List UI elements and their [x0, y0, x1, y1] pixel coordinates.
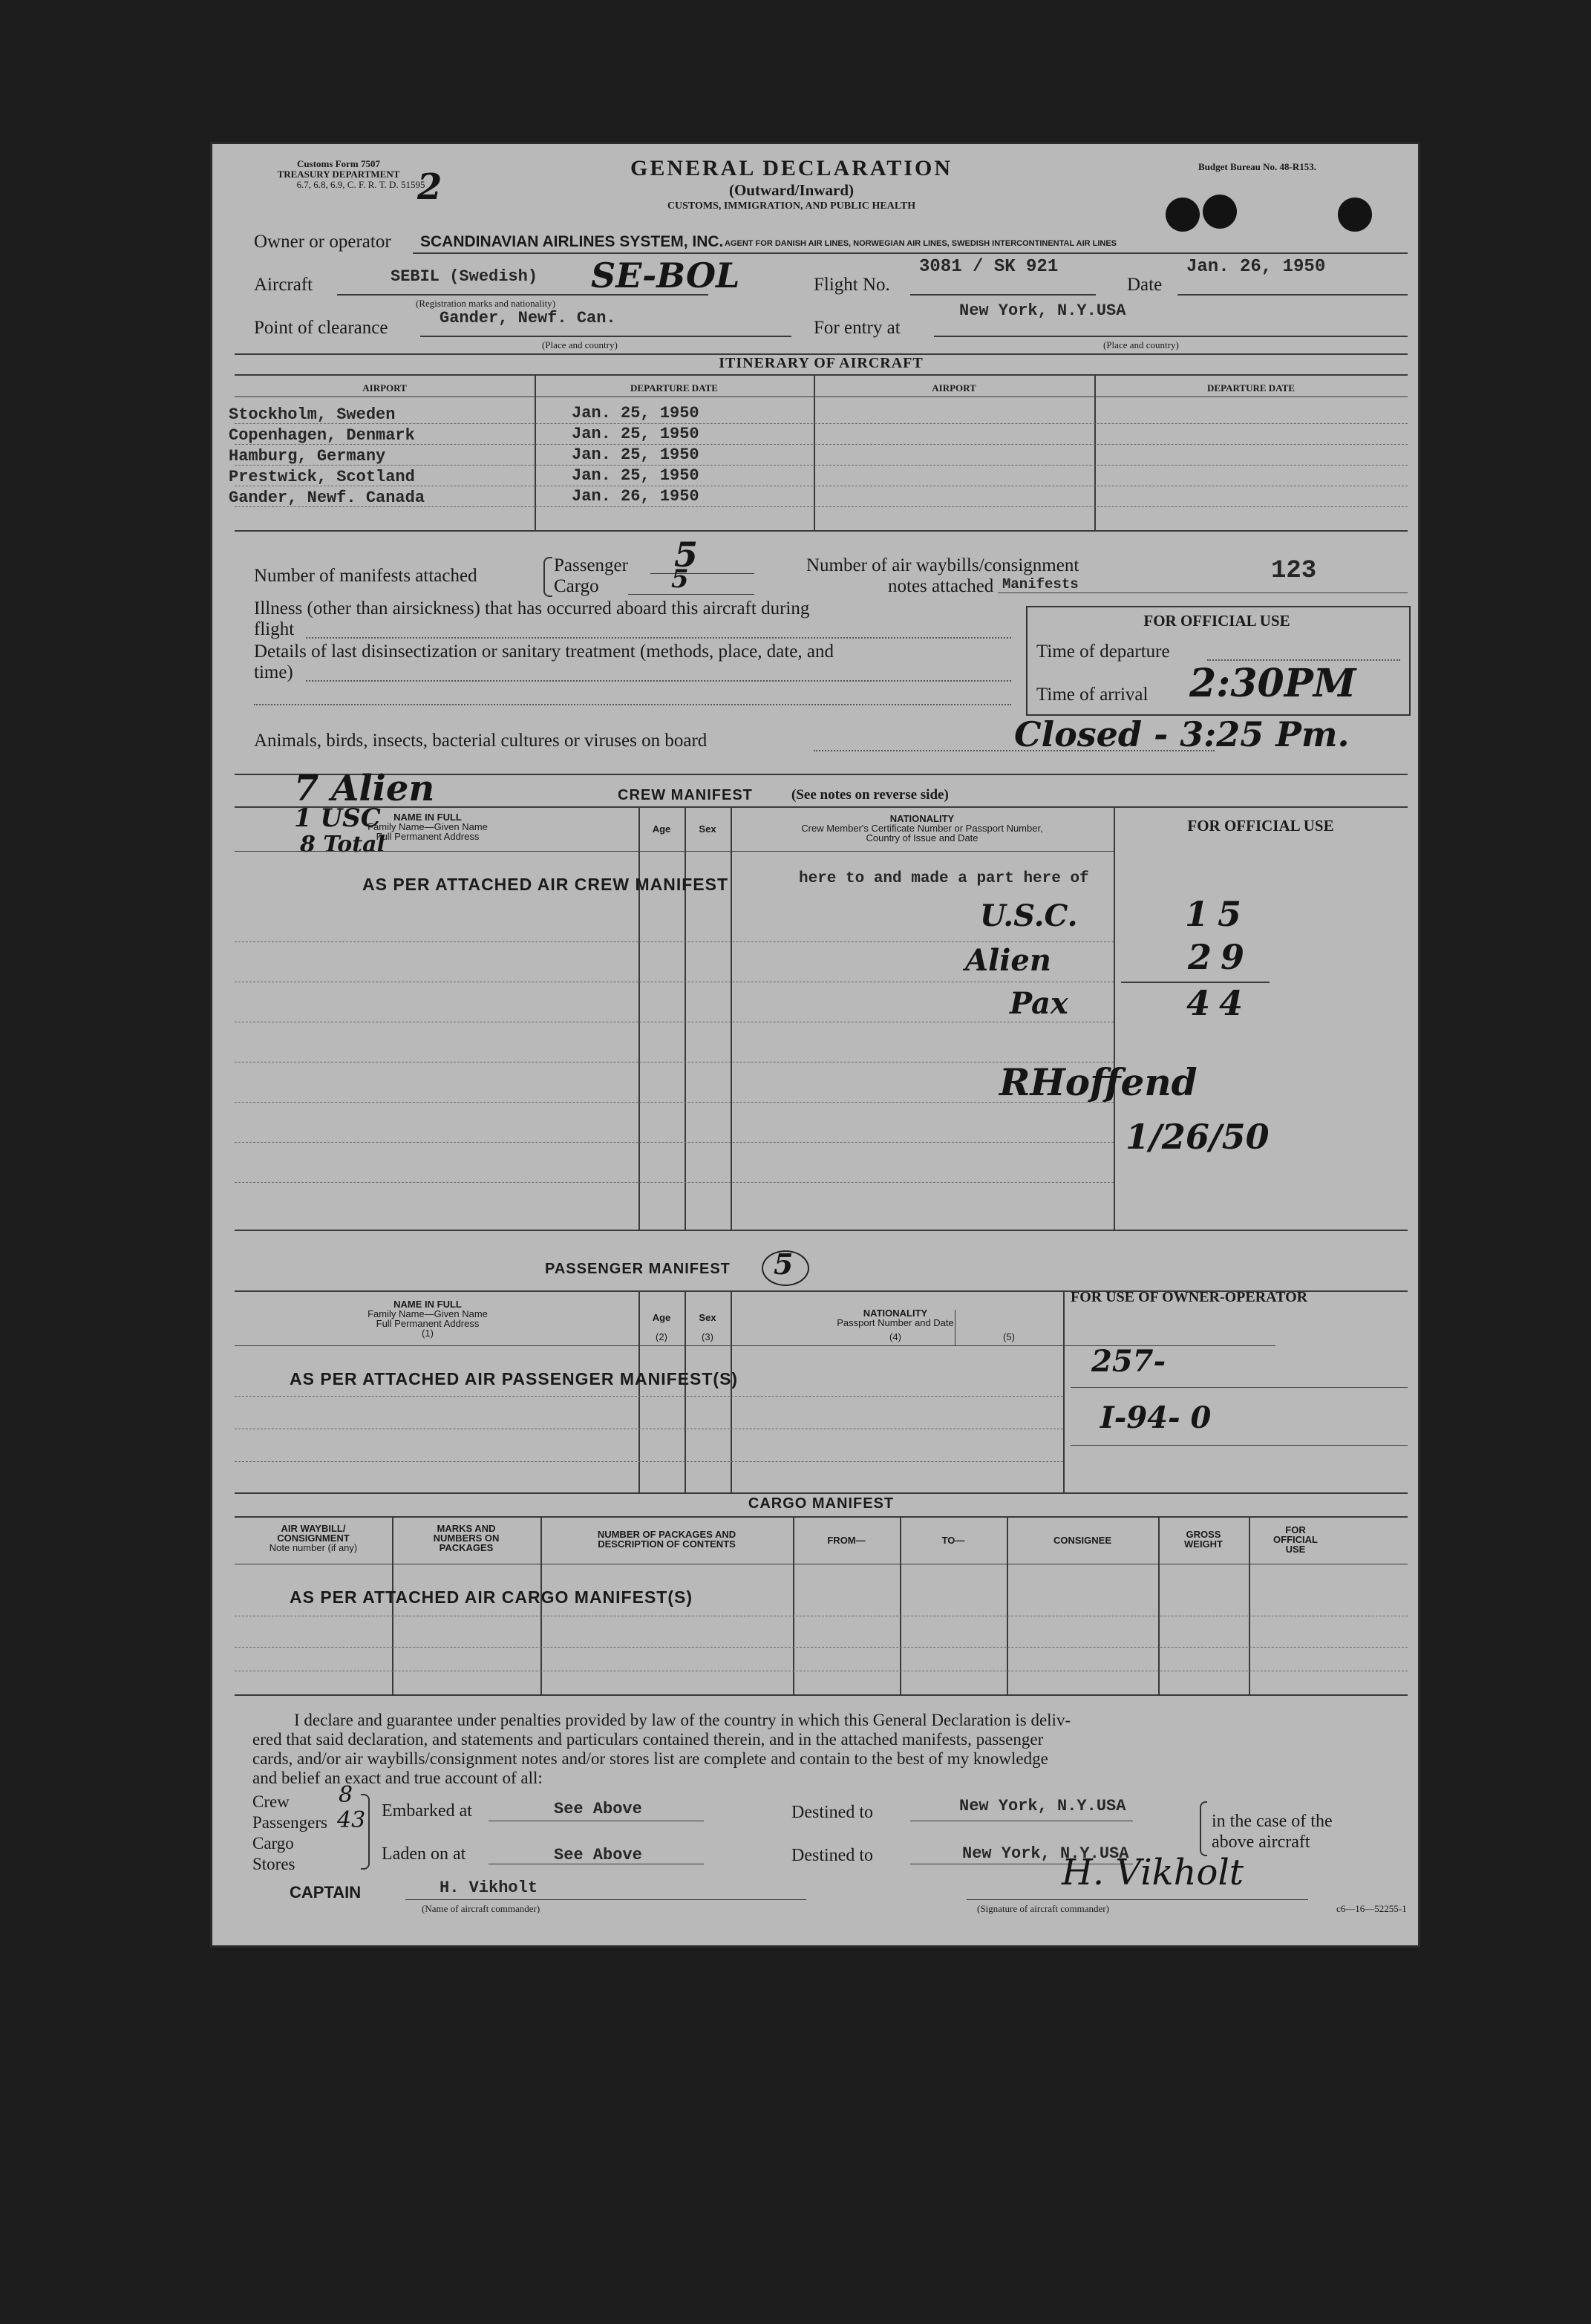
itinerary-col-departure-1: DEPARTURE DATE: [630, 382, 718, 394]
animals-label: Animals, birds, insects, bacterial cultures or viruses on board: [254, 731, 708, 751]
entry-at-value: New York, N.Y.USA: [959, 301, 1126, 320]
time-of-arrival-label: Time of arrival: [1036, 685, 1149, 705]
itinerary-airport: Stockholm, Sweden: [229, 405, 396, 424]
aircraft-sublabel: (Registration marks and nationality): [416, 298, 556, 309]
passenger-col-name-4: (1): [422, 1328, 434, 1339]
destined-value-1: New York, N.Y.USA: [959, 1797, 1126, 1815]
passenger-col-age: Age: [652, 1312, 671, 1323]
cargo-col-official-2: OFFICIAL: [1273, 1534, 1318, 1545]
cargo-as-per-attached: AS PER ATTACHED AIR CARGO MANIFEST(S): [290, 1587, 693, 1607]
crew-col-official-use: FOR OFFICIAL USE: [1187, 817, 1334, 835]
declaration-line-4: and belief an exact and true account of all:: [252, 1769, 543, 1787]
crew-col-sex: Sex: [699, 823, 716, 835]
cargo-col-consignee: CONSIGNEE: [1053, 1535, 1111, 1546]
passenger-manifest-title: PASSENGER MANIFEST: [545, 1261, 731, 1277]
waybills-value: 123: [1271, 557, 1317, 585]
disinsectization-label: Details of last disinsectization or sanitary treatment (methods, place, date, and: [254, 642, 834, 662]
owner-value: SCANDINAVIAN AIRLINES SYSTEM, INC.: [420, 233, 724, 250]
itinerary-title: ITINERARY OF AIRCRAFT: [719, 355, 924, 371]
passenger-col-5: (5): [1003, 1331, 1015, 1342]
illness-label-2: flight: [254, 619, 295, 639]
date-value: Jan. 26, 1950: [1186, 257, 1326, 277]
tally-pax-label: Pax: [1010, 986, 1068, 1021]
cargo-col-gross-weight: GROSS: [1186, 1529, 1221, 1540]
itinerary-col-departure-2: DEPARTURE DATE: [1207, 382, 1295, 394]
crew-col-name-3: Full Permanent Address: [376, 831, 480, 842]
declaration-crew-handwritten: 8: [339, 1782, 353, 1808]
customs-form-number: Customs Form 7507: [297, 158, 380, 169]
tally-usc-value: 15: [1185, 894, 1251, 934]
passenger-col-name-2: Family Name—Given Name: [367, 1308, 488, 1319]
owner-note: AGENT FOR DANISH AIR LINES, NORWEGIAN AIR LINES, SWEDISH INTERCONTINENTAL AIR LINES: [725, 239, 1117, 248]
closed-time-handwritten: Closed - 3:25 Pm.: [1014, 714, 1350, 754]
waybills-label-2: notes attached: [888, 576, 994, 596]
aircraft-label: Aircraft: [254, 275, 313, 295]
crew-col-nationality: NATIONALITY: [889, 813, 955, 824]
passenger-col-nationality: NATIONALITY: [863, 1308, 928, 1319]
passenger-col-age-2: (2): [656, 1331, 667, 1342]
declaration-line-1: I declare and guarantee under penalties provided by law of the country in which this General Declaration is deliv-: [294, 1711, 1071, 1729]
official-date-handwritten: 1/26/50: [1126, 1117, 1270, 1157]
in-case-label: in the case of the: [1212, 1812, 1333, 1831]
point-of-clearance-label: Point of clearance: [254, 318, 388, 338]
declaration-cargo-label: Cargo: [252, 1834, 294, 1853]
itinerary-airport: Hamburg, Germany: [229, 447, 386, 466]
crew-col-nationality-3: Country of Issue and Date: [866, 832, 979, 843]
declaration-line-2: ered that said declaration, and statements and particulars contained therein, and in the attached manifests, passenger: [252, 1730, 1044, 1749]
passenger-count-handwritten: 5: [774, 1247, 794, 1281]
crew-as-per-attached: AS PER ATTACHED AIR CREW MANIFEST: [362, 875, 728, 894]
cargo-col-packages: NUMBER OF PACKAGES AND: [597, 1529, 736, 1540]
cargo-manifests-label: Cargo: [554, 576, 599, 596]
treasury-department: TREASURY DEPARTMENT: [277, 169, 400, 180]
embarked-value: See Above: [554, 1800, 642, 1818]
itinerary-airport: Gander, Newf. Canada: [229, 489, 425, 507]
form-subtitle-2: CUSTOMS, IMMIGRATION, AND PUBLIC HEALTH: [667, 200, 916, 212]
crew-manifest-note: (See notes on reverse side): [791, 787, 949, 803]
crew-as-per-tail: here to and made a part here of: [799, 870, 1089, 887]
owner-operator-handwritten-2: I-94- 0: [1100, 1400, 1212, 1435]
crew-total-handwritten: 8 Total: [300, 832, 385, 858]
itinerary-airport: Copenhagen, Denmark: [229, 426, 415, 445]
tally-usc-label: U.S.C.: [980, 898, 1078, 933]
cargo-col-waybill: AIR WAYBILL/: [281, 1523, 346, 1534]
handwritten-mark: 2: [417, 166, 442, 208]
cargo-col-waybill-2: CONSIGNMENT: [277, 1533, 350, 1544]
crew-col-name-2: Family Name—Given Name: [367, 821, 488, 832]
official-use-title: FOR OFFICIAL USE: [1143, 612, 1290, 630]
entry-sublabel: (Place and country): [1103, 339, 1179, 350]
captain-label: CAPTAIN: [290, 1883, 362, 1902]
crew-col-nationality-2: Crew Member's Certificate Number or Passport Number,: [801, 823, 1043, 834]
time-of-arrival-handwritten: 2:30PM: [1189, 661, 1356, 706]
point-of-clearance-value: Gander, Newf. Can.: [440, 309, 616, 327]
disinsectization-label-2: time): [254, 662, 293, 682]
declaration-line-3: cards, and/or air waybills/consignment notes and/or stores list are complete and contain to the best of my knowledge: [252, 1749, 1048, 1768]
cargo-col-waybill-3: Note number (if any): [269, 1542, 358, 1553]
captain-name: H. Vikholt: [440, 1879, 538, 1897]
itinerary-date: Jan. 25, 1950: [572, 445, 699, 464]
waybills-note: Manifests: [1002, 576, 1079, 593]
tally-alien-label: Alien: [965, 943, 1051, 978]
cargo-col-packages-2: DESCRIPTION OF CONTENTS: [598, 1538, 736, 1550]
passenger-as-per-attached: AS PER ATTACHED AIR PASSENGER MANIFEST(S): [290, 1369, 739, 1388]
punch-hole: [1203, 195, 1237, 229]
punch-hole: [1338, 198, 1372, 232]
destined-value-2: New York, N.Y.USA: [962, 1844, 1129, 1863]
crew-usc-handwritten: 1 USC: [294, 803, 381, 833]
itinerary-date: Jan. 25, 1950: [572, 425, 699, 443]
declaration-passengers-label: Passengers: [252, 1813, 327, 1832]
captain-name-sublabel: (Name of aircraft commander): [422, 1903, 540, 1914]
cargo-col-marks-2: NUMBERS ON: [433, 1533, 500, 1544]
cargo-col-gross-weight-2: WEIGHT: [1184, 1538, 1223, 1550]
tally-alien-value: 29: [1188, 937, 1254, 977]
cargo-manifests-value: 5: [671, 564, 689, 594]
cargo-col-marks-3: PACKAGES: [439, 1542, 494, 1553]
passenger-col-nationality-3: (4): [889, 1331, 901, 1342]
waybills-label: Number of air waybills/consignment: [806, 555, 1079, 575]
date-label: Date: [1127, 275, 1163, 295]
aircraft-value: SEBIL (Swedish): [391, 267, 538, 286]
flight-number-label: Flight No.: [814, 275, 890, 295]
destined-label-2: Destined to: [791, 1846, 873, 1865]
laden-label: Laden on at: [382, 1844, 466, 1864]
embarked-label: Embarked at: [382, 1801, 472, 1821]
crew-col-age: Age: [652, 823, 671, 835]
flight-number-value: 3081 / SK 921: [919, 257, 1059, 277]
crew-alien-handwritten: 7 Alien: [294, 768, 435, 809]
itinerary-date: Jan. 25, 1950: [572, 404, 699, 422]
cargo-col-official: FOR: [1285, 1524, 1306, 1535]
passenger-manifests-label: Passenger: [554, 555, 628, 575]
captain-signature: H. Vikholt: [1062, 1852, 1244, 1893]
general-declaration-form: [212, 144, 1418, 1945]
print-code: c6—16—52255-1: [1336, 1903, 1407, 1914]
form-title: GENERAL DECLARATION: [630, 156, 953, 180]
clearance-sublabel: (Place and country): [542, 339, 618, 350]
illness-label: Illness (other than airsickness) that has occurred aboard this aircraft during: [254, 598, 810, 618]
passenger-manifests-value: 5: [674, 535, 699, 575]
laden-value: See Above: [554, 1846, 642, 1864]
above-aircraft-label: above aircraft: [1212, 1832, 1310, 1852]
destined-label-1: Destined to: [791, 1803, 873, 1822]
itinerary-airport: Prestwick, Scotland: [229, 468, 415, 486]
passenger-col-name-3: Full Permanent Address: [376, 1318, 480, 1329]
form-regulations: 6.7, 6.8, 6.9, C. F. R. T. D. 51595: [296, 179, 425, 190]
declaration-passengers-handwritten: 43: [337, 1807, 366, 1833]
cargo-col-from: FROM—: [827, 1535, 866, 1546]
entry-at-label: For entry at: [814, 318, 901, 338]
punch-hole: [1166, 198, 1200, 232]
cargo-col-official-3: USE: [1285, 1544, 1306, 1555]
time-of-departure-label: Time of departure: [1036, 642, 1170, 662]
cargo-col-to: TO—: [941, 1535, 965, 1546]
crew-manifest-title: CREW MANIFEST: [618, 787, 753, 803]
owner-operator-handwritten-1: 257-: [1091, 1344, 1166, 1379]
budget-bureau-number: Budget Bureau No. 48-R153.: [1198, 161, 1317, 172]
itinerary-col-airport-2: AIRPORT: [932, 382, 976, 394]
official-signature-handwritten: RHoffend: [999, 1060, 1198, 1104]
manifests-count-label: Number of manifests attached: [254, 566, 477, 586]
crew-col-name: NAME IN FULL: [393, 812, 462, 823]
aircraft-registration-handwritten: SE-BOL: [591, 255, 740, 296]
owner-label: Owner or operator: [254, 232, 391, 252]
passenger-col-sex: Sex: [699, 1312, 716, 1323]
passenger-col-name: NAME IN FULL: [393, 1299, 462, 1310]
signature-sublabel: (Signature of aircraft commander): [977, 1903, 1109, 1914]
passenger-col-sex-2: (3): [702, 1331, 713, 1342]
passenger-col-nationality-2: Passport Number and Date: [837, 1317, 954, 1328]
owner-operator-use-label: FOR USE OF OWNER-OPERATOR: [1071, 1289, 1308, 1305]
declaration-stores-label: Stores: [252, 1855, 295, 1873]
cargo-manifest-title: CARGO MANIFEST: [748, 1495, 895, 1512]
tally-pax-value: 44: [1186, 983, 1252, 1023]
itinerary-date: Jan. 26, 1950: [572, 487, 699, 506]
declaration-crew-label: Crew: [252, 1792, 290, 1811]
cargo-col-marks: MARKS AND: [437, 1523, 496, 1534]
itinerary-col-airport-1: AIRPORT: [362, 382, 407, 394]
itinerary-date: Jan. 25, 1950: [572, 466, 699, 485]
form-subtitle: (Outward/Inward): [728, 181, 854, 199]
